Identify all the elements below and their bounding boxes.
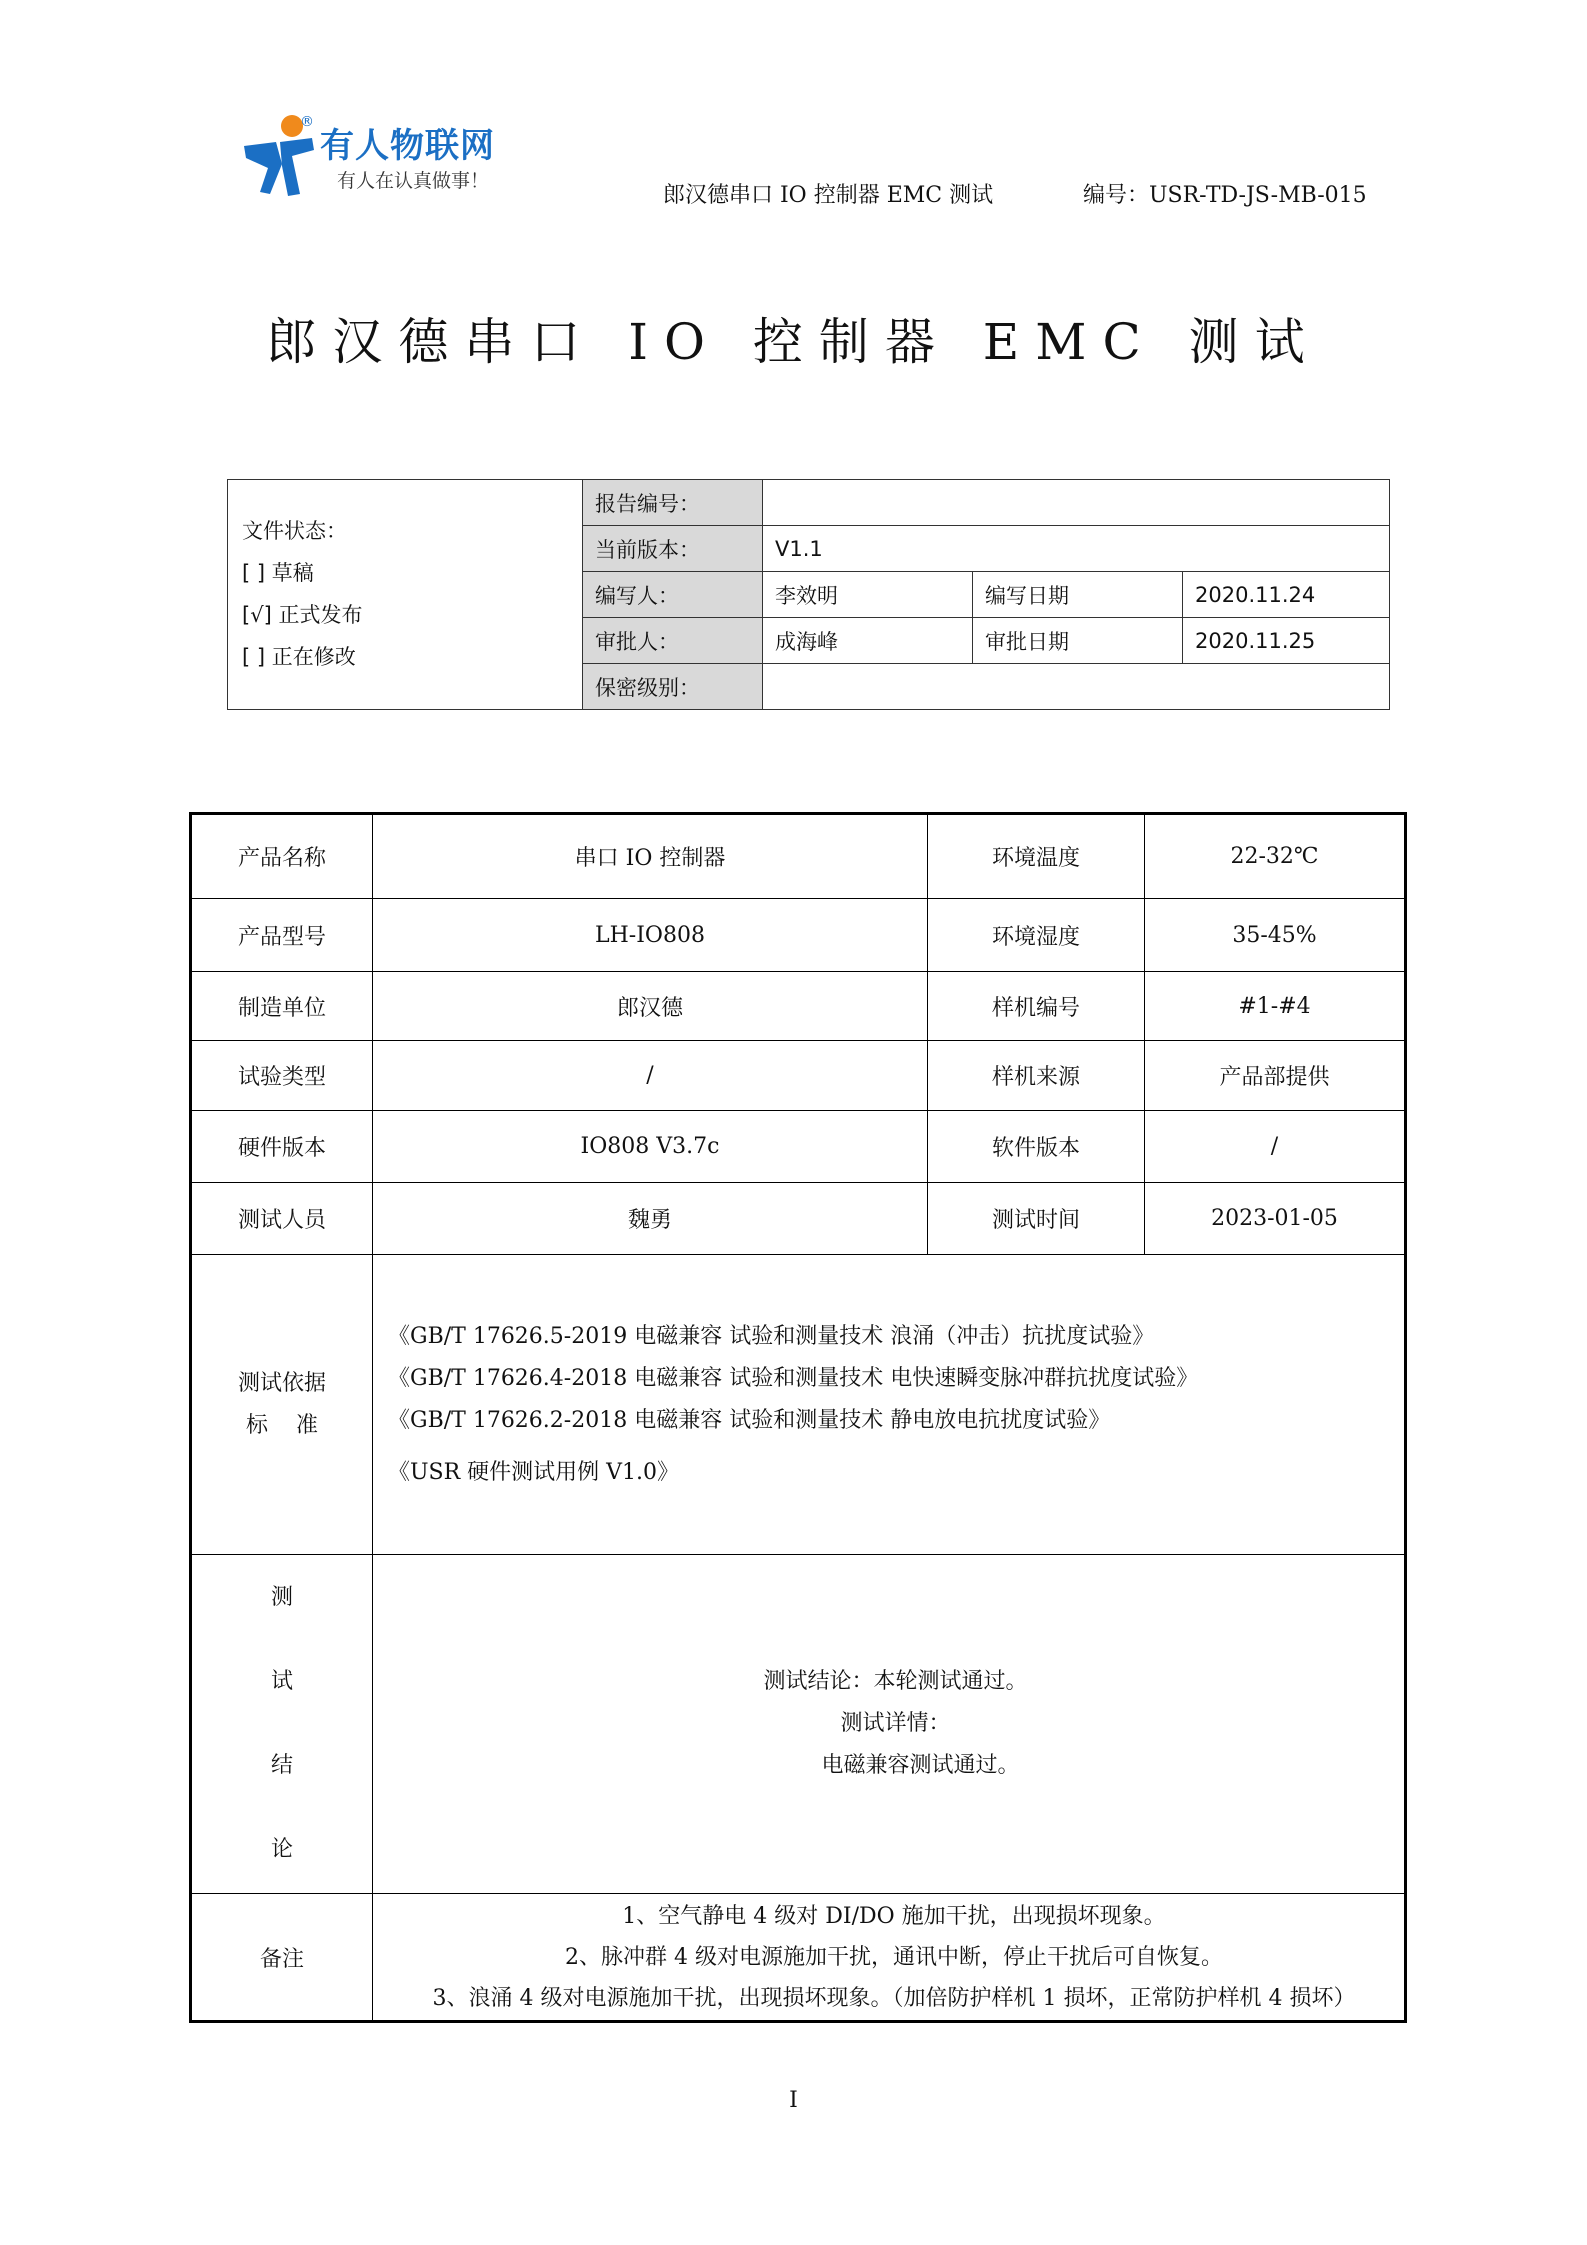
- logo-name: 有人物联网: [320, 126, 495, 166]
- hardware-version-value: IO808 V3.7c: [373, 1111, 928, 1183]
- test-date-value: 2023-01-05: [1145, 1183, 1406, 1255]
- product-name-label: 产品名称: [191, 814, 373, 899]
- standards-cell: [373, 1255, 1406, 1555]
- approve-date-value: 2020.11.25: [1183, 618, 1390, 664]
- write-date-label: 编写日期: [973, 572, 1183, 618]
- approver-value: 成海峰: [763, 618, 973, 664]
- sample-source-value: 产品部提供: [1145, 1041, 1406, 1111]
- table-row: [191, 1111, 1406, 1183]
- product-model-value: LH-IO808: [373, 899, 928, 972]
- table-row: [191, 1894, 1406, 2022]
- test-report-table: [189, 812, 1407, 2023]
- report-no-value: [763, 480, 1390, 526]
- product-name-value: 串口 IO 控制器: [373, 814, 928, 899]
- status-option-revising: [ ] 正在修改: [242, 645, 356, 669]
- remarks-label: 备注: [191, 1894, 373, 2022]
- conclusion-label-char: 试: [270, 1669, 293, 1694]
- conclusion-label-char: 结: [270, 1753, 293, 1778]
- status-option-draft: [ ] 草稿: [242, 561, 314, 585]
- remark-item: 2、脉冲群 4 级对电源施加干扰，通讯中断，停止干扰后可自恢复。: [565, 1944, 1223, 1970]
- hardware-version-label: 硬件版本: [191, 1111, 373, 1183]
- env-temperature-label: 环境温度: [928, 814, 1145, 899]
- remark-item: 1、空气静电 4 级对 DI/DO 施加干扰，出现损坏现象。: [622, 1903, 1166, 1929]
- standard-item: 《GB/T 17626.2-2018 电磁兼容 试验和测量技术 静电放电抗扰度试验》: [388, 1407, 1111, 1433]
- version-label: 当前版本：: [583, 526, 763, 572]
- version-value: V1.1: [763, 526, 1390, 572]
- table-row: [191, 1255, 1406, 1555]
- company-logo: [240, 112, 540, 202]
- header-doc-code: 编号：USR-TD-JS-MB-015: [1083, 183, 1367, 208]
- status-option-released: [√] 正式发布: [242, 603, 363, 627]
- conclusion-label: [191, 1555, 373, 1894]
- standard-item: 《USR 硬件测试用例 V1.0》: [388, 1459, 680, 1485]
- conclusion-label-char: 测: [270, 1585, 293, 1610]
- file-status-cell: [228, 480, 583, 710]
- product-model-label: 产品型号: [191, 899, 373, 972]
- standards-label-line-1: 测试依据: [237, 1370, 326, 1396]
- standard-item: 《GB/T 17626.4-2018 电磁兼容 试验和测量技术 电快速瞬变脉冲群抗扰度试验》: [388, 1365, 1199, 1391]
- document-title: 郎汉德串口 IO 控制器 EMC 测试: [266, 313, 1321, 371]
- remarks-cell: [373, 1894, 1406, 2022]
- standard-item: 《GB/T 17626.5-2019 电磁兼容 试验和测量技术 浪涌（冲击）抗扰度试验》: [388, 1323, 1155, 1349]
- env-humidity-value: 35-45%: [1145, 899, 1406, 972]
- report-no-label: 报告编号：: [583, 480, 763, 526]
- conclusion-label-char: 论: [270, 1837, 293, 1862]
- standards-label-line-2: 标 准: [246, 1412, 318, 1438]
- manufacturer-value: 郎汉德: [373, 972, 928, 1041]
- details-label: 测试详情：: [840, 1711, 951, 1736]
- test-date-label: 测试时间: [928, 1183, 1145, 1255]
- env-temperature-value: 22-32℃: [1145, 814, 1406, 899]
- standards-label: [191, 1255, 373, 1555]
- secrecy-label: 保密级别：: [583, 664, 763, 710]
- table-row: [191, 899, 1406, 972]
- approve-date-label: 审批日期: [973, 618, 1183, 664]
- approver-label: 审批人：: [583, 618, 763, 664]
- document-info-table: [227, 479, 1390, 710]
- table-row: [191, 1555, 1406, 1894]
- write-date-value: 2020.11.24: [1183, 572, 1390, 618]
- table-row: [191, 814, 1406, 899]
- sample-no-value: #1-#4: [1145, 972, 1406, 1041]
- table-row: [191, 972, 1406, 1041]
- file-status-label: 文件状态：: [242, 519, 347, 543]
- registered-mark: ®: [300, 114, 314, 130]
- details-text: 电磁兼容测试通过。: [821, 1753, 1020, 1778]
- sample-source-label: 样机来源: [928, 1041, 1145, 1111]
- author-label: 编写人：: [583, 572, 763, 618]
- header-doc-title: 郎汉德串口 IO 控制器 EMC 测试: [663, 183, 994, 208]
- page-number: I: [789, 2088, 798, 2113]
- logo-slogan: 有人在认真做事！: [337, 170, 490, 192]
- author-value: 李效明: [763, 572, 973, 618]
- tester-label: 测试人员: [191, 1183, 373, 1255]
- remark-item: 3、浪涌 4 级对电源施加干扰，出现损坏现象。（加倍防护样机 1 损坏，正常防护样机 4 损坏）: [432, 1985, 1356, 2011]
- conclusion-text: 测试结论：本轮测试通过。: [763, 1669, 1028, 1694]
- manufacturer-label: 制造单位: [191, 972, 373, 1041]
- conclusion-cell: [373, 1555, 1406, 1894]
- table-row: [191, 1183, 1406, 1255]
- table-row: [191, 1041, 1406, 1111]
- test-type-value: /: [373, 1041, 928, 1111]
- secrecy-value: [763, 664, 1390, 710]
- env-humidity-label: 环境湿度: [928, 899, 1145, 972]
- sample-no-label: 样机编号: [928, 972, 1145, 1041]
- software-version-label: 软件版本: [928, 1111, 1145, 1183]
- tester-value: 魏勇: [373, 1183, 928, 1255]
- software-version-value: /: [1145, 1111, 1406, 1183]
- test-type-label: 试验类型: [191, 1041, 373, 1111]
